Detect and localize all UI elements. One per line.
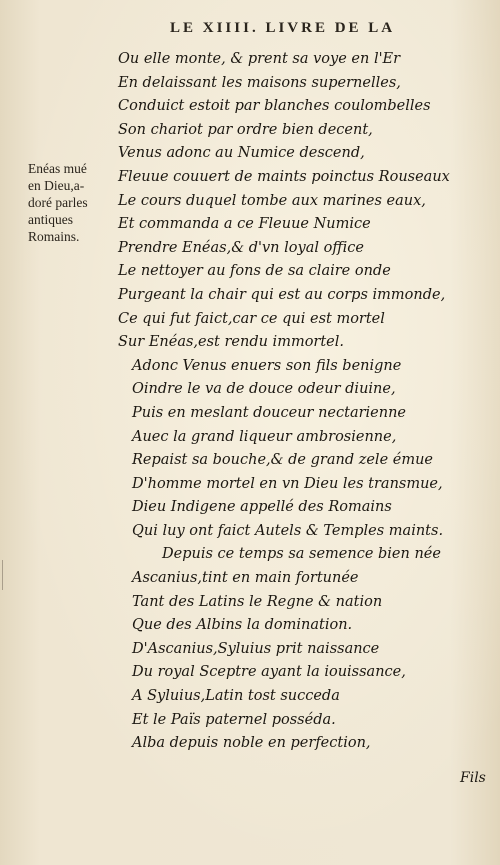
verse-line: Sur Enéas,est rendu immortel. [118,334,345,351]
verse-line: Le cours duquel tombe aux marines eaux, [118,192,426,209]
verse-line: Ce qui fut faict,car ce qui est mortel [118,310,385,327]
verse-line: Qui luy ont faict Autels & Temples maints. [132,522,444,539]
verse-line: Auec la grand liqueur ambrosienne, [132,428,397,445]
verse-line: Tant des Latins le Regne & nation [132,593,383,610]
verse-line: Puis en meslant douceur nectarienne [132,404,406,421]
margin-note-line: antiques [28,212,73,227]
catchword: Fils [460,770,486,786]
running-head: LE XIIII. LIVRE DE LA [170,20,396,36]
margin-note-line: Enéas mué [28,161,87,176]
verse-line: Prendre Enéas,& d'vn loyal office [118,239,364,256]
verse-line: Conduict estoit par blanches coulombelles [118,98,431,115]
verse-line: Son chariot par ordre bien decent, [118,121,373,138]
verse-line: Dieu Indigene appellé des Romains [132,499,392,516]
verse-line: Et commanda a ce Fleuue Numice [118,216,371,233]
margin-note-line: Romains. [28,229,80,244]
verse-line: Adonc Venus enuers son fils benigne [132,357,402,374]
margin-note [28,160,118,245]
verse-line: Purgeant la chair qui est au corps immonde, [118,286,446,303]
margin-note-line: doré parles [28,195,88,210]
verse-line: Que des Albins la domination. [132,617,353,634]
verse-line: D'homme mortel en vn Dieu les transmue, [132,475,443,492]
margin-note-line: en Dieu,a- [28,178,85,193]
verse-line: Repaist sa bouche,& de grand zele émue [132,452,434,469]
verse-block [118,48,478,756]
verse-line: Ou elle monte, & prent sa voye en l'Er [118,51,401,67]
verse-line: En delaissant les maisons supernelles, [118,74,401,91]
verse-line: Du royal Sceptre ayant la iouissance, [132,664,406,681]
verse-line: Fleuue couuert de maints poinctus Rouseaux [118,168,450,185]
verse-line: Ascanius,tint en main fortunée [132,570,359,587]
verse-line: Alba depuis noble en perfection, [132,735,371,752]
page-edge-mark [2,560,9,590]
verse-line: A Syluius,Latin tost succeda [132,688,340,705]
verse-line: D'Ascanius,Syluius prit naissance [132,640,380,657]
verse-line: Et le Païs paternel posséda. [132,711,336,728]
verse-line: Depuis ce temps sa semence bien née [162,546,441,563]
verse-line: Oindre le va de douce odeur diuine, [132,381,396,398]
verse-line: Venus adonc au Numice descend, [118,145,365,162]
verse-line: Le nettoyer au fons de sa claire onde [118,263,391,280]
